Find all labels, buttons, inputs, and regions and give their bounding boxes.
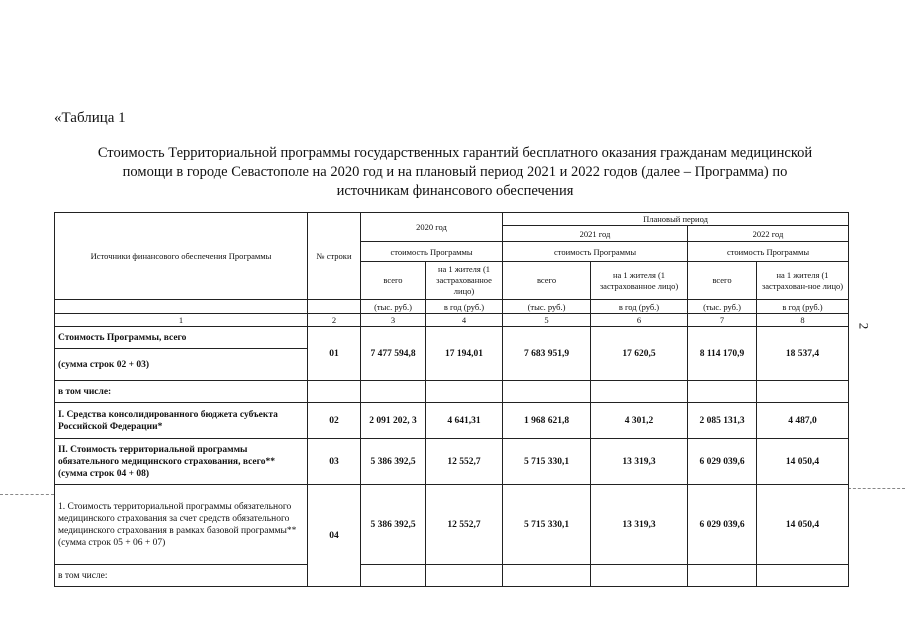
header-year-2022: 2022 год xyxy=(688,226,849,242)
header-per-capita: на 1 жителя (1 застрахованное лицо) xyxy=(426,262,503,300)
header-per-capita: на 1 жителя (1 застрахованное лицо) xyxy=(591,262,688,300)
cell-value: 7 683 951,9 xyxy=(503,327,591,381)
unit-total: (тыс. руб.) xyxy=(688,300,757,314)
document-title xyxy=(40,144,870,201)
cell-value: 17 620,5 xyxy=(591,327,688,381)
row-label: Стоимость Программы, всего xyxy=(55,327,308,349)
cell-value: 12 552,7 xyxy=(426,485,503,565)
cell-value: 4 487,0 xyxy=(757,403,849,439)
title-line: помощи в городе Севастополе на 2020 год и на плановый период 2021 и 2022 годов (далее – Программа) по xyxy=(122,164,788,180)
unit-total: (тыс. руб.) xyxy=(503,300,591,314)
column-number: 4 xyxy=(426,314,503,327)
cell-value: 6 029 039,6 xyxy=(688,439,757,485)
cell-value: 5 386 392,5 xyxy=(361,485,426,565)
cell-value: 5 386 392,5 xyxy=(361,439,426,485)
column-number-row xyxy=(55,314,849,327)
header-planned-period: Плановый период xyxy=(503,213,849,226)
column-number: 6 xyxy=(591,314,688,327)
cell-value: 4 641,31 xyxy=(426,403,503,439)
scan-artifact-line xyxy=(848,488,905,489)
table-row xyxy=(55,381,849,403)
cell-value: 4 301,2 xyxy=(591,403,688,439)
unit-per-capita: в год (руб.) xyxy=(757,300,849,314)
cell-value: 5 715 330,1 xyxy=(503,485,591,565)
title-line: источникам финансового обеспечения xyxy=(336,183,574,199)
table-row xyxy=(55,565,849,587)
unit-total: (тыс. руб.) xyxy=(361,300,426,314)
column-number: 3 xyxy=(361,314,426,327)
header-year-2021: 2021 год xyxy=(503,226,688,242)
header-year-2020: 2020 год xyxy=(361,213,503,242)
header-program-cost: стоимость Программы xyxy=(688,242,849,262)
row-label-sum: (сумма строк 02 + 03) xyxy=(55,349,308,381)
column-number: 1 xyxy=(55,314,308,327)
cell-value: 8 114 170,9 xyxy=(688,327,757,381)
header-total: всего xyxy=(503,262,591,300)
row-number: 04 xyxy=(308,485,361,587)
header-program-cost: стоимость Программы xyxy=(503,242,688,262)
table-row xyxy=(55,327,849,349)
row-number: 02 xyxy=(308,403,361,439)
page-number: 2 xyxy=(856,322,872,330)
header-total: всего xyxy=(688,262,757,300)
financing-table xyxy=(54,212,849,587)
cell-value: 12 552,7 xyxy=(426,439,503,485)
header-total: всего xyxy=(361,262,426,300)
row-label: 1. Стоимость территориальной программы обязательного медицинского страхования за счет средств обязательного медицинского страхования в рамках базовой программы** (сумма строк 05 + 06 + 07) xyxy=(55,485,308,565)
scan-artifact-line xyxy=(0,494,54,495)
table-row xyxy=(55,485,849,565)
cell-value: 7 477 594,8 xyxy=(361,327,426,381)
cell-value: 6 029 039,6 xyxy=(688,485,757,565)
header-per-capita: на 1 жителя (1 застрахован-ное лицо) xyxy=(757,262,849,300)
title-line: Стоимость Территориальной программы государственных гарантий бесплатного оказания гражданам медицинской xyxy=(97,145,813,161)
cell-value: 2 085 131,3 xyxy=(688,403,757,439)
row-label: I. Средства консолидированного бюджета субъекта Российской Федерации* xyxy=(55,403,308,439)
cell-value: 1 968 621,8 xyxy=(503,403,591,439)
cell-value: 5 715 330,1 xyxy=(503,439,591,485)
row-label: II. Стоимость территориальной программы обязательного медицинского страхования, всего** (сумма строк 04 + 08) xyxy=(55,439,308,485)
column-number: 7 xyxy=(688,314,757,327)
table-caption: «Таблица 1 xyxy=(54,110,126,126)
row-label: в том числе: xyxy=(55,565,308,587)
column-number: 5 xyxy=(503,314,591,327)
header-source: Источники финансового обеспечения Программы xyxy=(55,213,308,300)
cell-value: 14 050,4 xyxy=(757,485,849,565)
row-number: 03 xyxy=(308,439,361,485)
cell-value: 14 050,4 xyxy=(757,439,849,485)
column-number: 2 xyxy=(308,314,361,327)
column-number: 8 xyxy=(757,314,849,327)
header-row-number: № строки xyxy=(308,213,361,300)
unit-per-capita: в год (руб.) xyxy=(591,300,688,314)
row-number: 01 xyxy=(308,327,361,381)
cell-value: 13 319,3 xyxy=(591,439,688,485)
header-program-cost: стоимость Программы xyxy=(361,242,503,262)
unit-per-capita: в год (руб.) xyxy=(426,300,503,314)
table-row xyxy=(55,403,849,439)
cell-value: 18 537,4 xyxy=(757,327,849,381)
table-row xyxy=(55,439,849,485)
cell-value: 13 319,3 xyxy=(591,485,688,565)
cell-value: 2 091 202, 3 xyxy=(361,403,426,439)
cell-value: 17 194,01 xyxy=(426,327,503,381)
row-label: в том числе: xyxy=(55,381,308,403)
